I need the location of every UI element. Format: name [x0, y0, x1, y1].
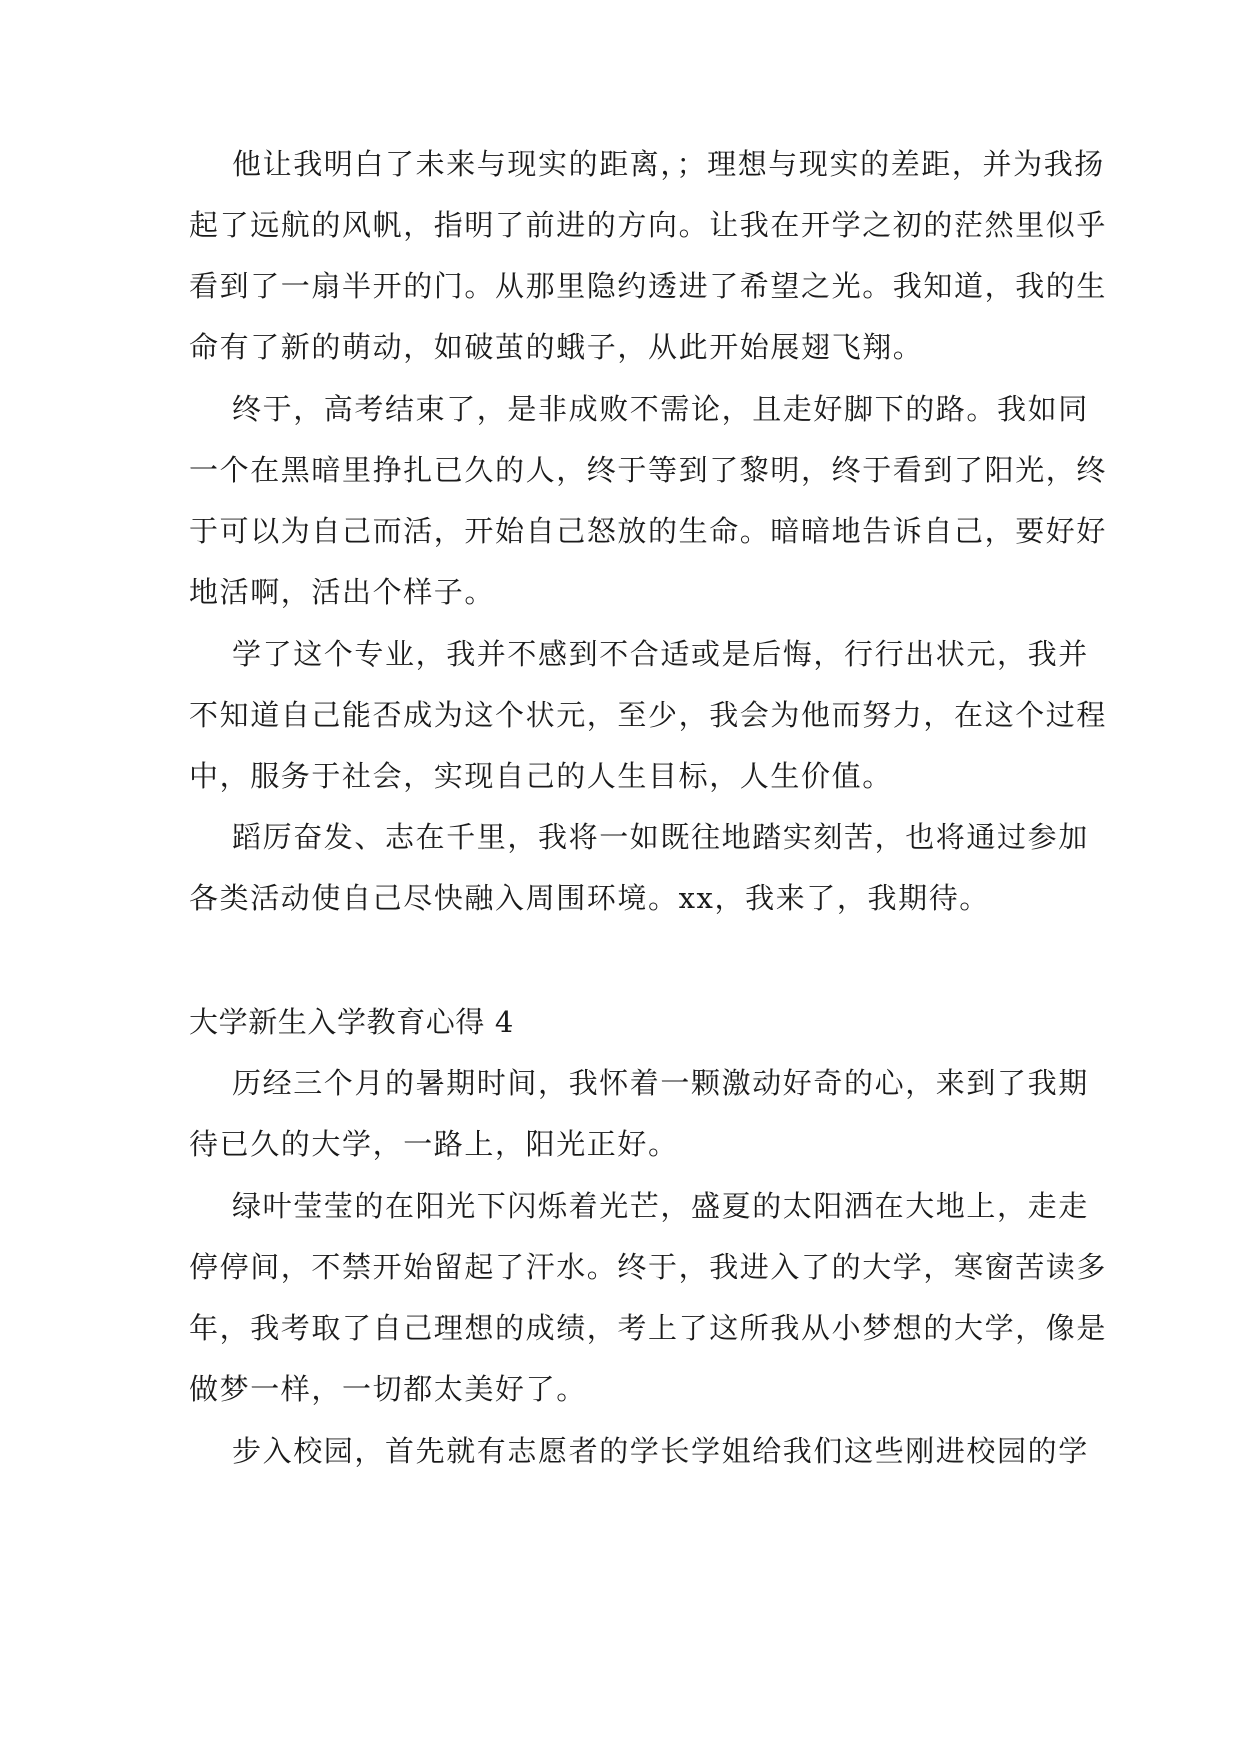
- paragraph-line: 命有了新的萌动，如破茧的蛾子，从此开始展翅飞翔。: [189, 330, 924, 364]
- paragraph-line: 他让我明白了未来与现实的距离，；理想与现实的差距，并为我扬: [232, 147, 1105, 181]
- paragraph-line: 起了远航的风帆，指明了前进的方向。让我在开学之初的茫然里似乎: [189, 208, 1108, 242]
- paragraph-line: 不知道自己能否成为这个状元，至少，我会为他而努力，在这个过程: [189, 698, 1108, 732]
- paragraph-line: 年，我考取了自己理想的成绩，考上了这所我从小梦想的大学，像是: [189, 1311, 1108, 1345]
- paragraph-line: 看到了一扇半开的门。从那里隐约透进了希望之光。我知道，我的生: [189, 269, 1108, 303]
- paragraph-line: 待已久的大学，一路上，阳光正好。: [189, 1127, 679, 1161]
- paragraph-line: 地活啊，活出个样子。: [189, 575, 496, 609]
- paragraph-line: 历经三个月的暑期时间，我怀着一颗激动好奇的心，来到了我期: [232, 1066, 1089, 1100]
- paragraph-line: 于可以为自己而活，开始自己怒放的生命。暗暗地告诉自己，要好好: [189, 514, 1108, 548]
- section-heading: 大学新生入学教育心得 4: [189, 1005, 514, 1039]
- paragraph-line: 绿叶莹莹的在阳光下闪烁着光芒，盛夏的太阳洒在大地上，走走: [232, 1189, 1089, 1223]
- paragraph-line: 步入校园，首先就有志愿者的学长学姐给我们这些刚进校园的学: [232, 1434, 1089, 1468]
- paragraph-line: 做梦一样，一切都太美好了。: [189, 1372, 587, 1406]
- paragraph-line: 终于，高考结束了，是非成败不需论，且走好脚下的路。我如同: [232, 392, 1089, 426]
- paragraph-line: 各类活动使自己尽快融入周围环境。xx，我来了，我期待。: [189, 881, 990, 915]
- paragraph-line: 停停间，不禁开始留起了汗水。终于，我进入了的大学，寒窗苦读多: [189, 1250, 1108, 1284]
- paragraph-line: 学了这个专业，我并不感到不合适或是后悔，行行出状元，我并: [232, 637, 1089, 671]
- paragraph-line: 一个在黑暗里挣扎已久的人，终于等到了黎明，终于看到了阳光，终: [189, 453, 1108, 487]
- paragraph-line: 蹈厉奋发、志在千里，我将一如既往地踏实刻苦，也将通过参加: [232, 820, 1089, 854]
- paragraph-line: 中，服务于社会，实现自己的人生目标，人生价值。: [189, 759, 893, 793]
